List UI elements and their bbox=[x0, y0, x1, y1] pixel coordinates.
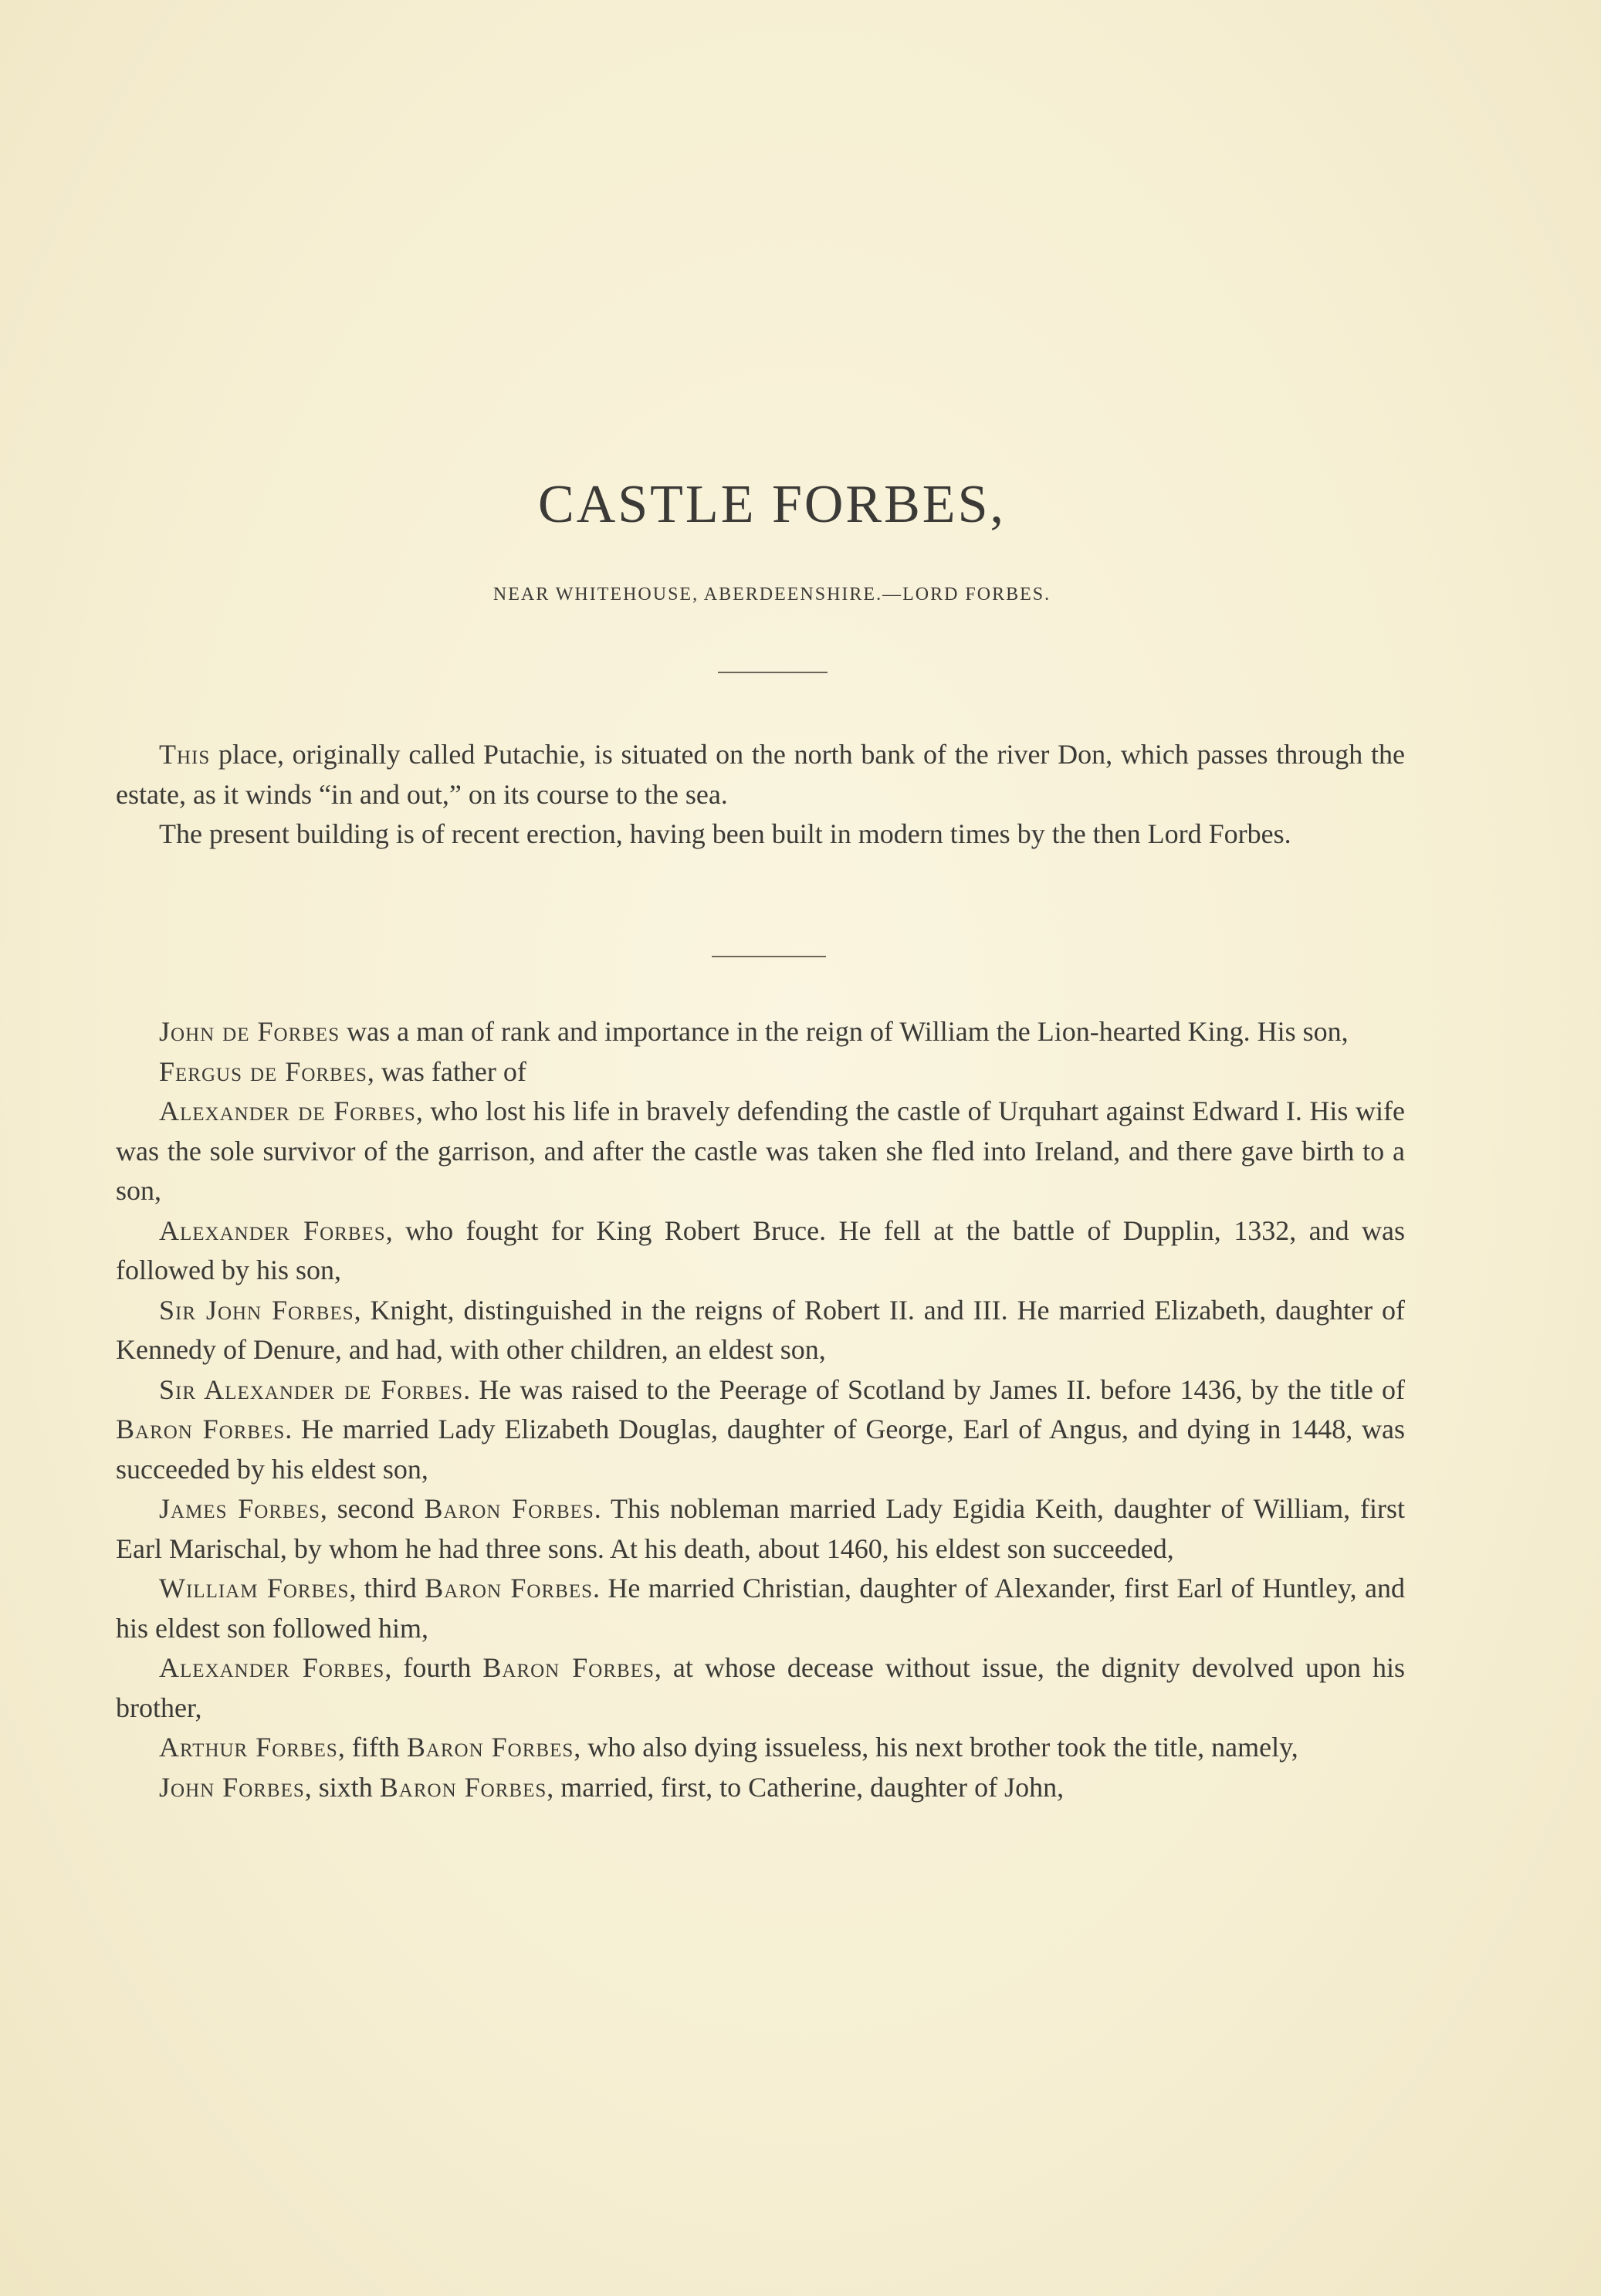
page-subtitle: NEAR WHITEHOUSE, ABERDEENSHIRE.—LORD FORBES. bbox=[492, 584, 1051, 604]
paragraph-text: , fifth bbox=[337, 1732, 407, 1763]
paragraph-text: . He was raised to the Peerage of Scotland by James II. before 1436, by the title of bbox=[463, 1373, 1406, 1405]
person-name: Sir Alexander de Forbes bbox=[159, 1373, 464, 1405]
paragraph-text: . He married Christian, daughter of Alexander, first Earl of Huntley, and his eldest son followed him, bbox=[116, 1573, 1406, 1644]
genealogy-paragraph bbox=[116, 1569, 1405, 1648]
paragraph-text: , third bbox=[349, 1573, 425, 1603]
person-name: Alexander Forbes bbox=[159, 1214, 386, 1246]
paragraph-text: . This nobleman married Lady Egidia Keith, daughter of William, first Earl Marischal, by whom he had three sons. At his death, about 1460, his eldest son succeeded, bbox=[116, 1493, 1405, 1564]
genealogy-paragraph bbox=[116, 1489, 1405, 1569]
paragraph-text: The present building is of recent erection, having been built in modern times by the then Lord Forbes. bbox=[159, 818, 1291, 849]
peerage-title: Baron Forbes bbox=[406, 1732, 574, 1763]
paragraph-text: was a man of rank and importance in the reign of William the Lion-hearted King. His son, bbox=[340, 1016, 1349, 1047]
peerage-title: Baron Forbes bbox=[482, 1652, 655, 1683]
genealogy-paragraph bbox=[116, 1728, 1405, 1768]
paragraph-text: , sixth bbox=[304, 1771, 380, 1803]
genealogy-paragraph bbox=[116, 1092, 1405, 1211]
divider-rule bbox=[712, 956, 826, 957]
genealogy-paragraph bbox=[116, 1012, 1405, 1052]
person-name: Fergus de Forbes bbox=[159, 1055, 367, 1087]
person-name: Alexander Forbes bbox=[159, 1652, 385, 1683]
paragraph-text: , who lost his life in bravely defending the castle of Urquhart against Edward I. His wife was the sole survivor of the garrison, and after the castle was taken she fled into Ireland, and there gave birth to a son, bbox=[116, 1096, 1405, 1206]
peerage-title: Baron Forbes bbox=[379, 1771, 547, 1803]
person-name: Sir John Forbes bbox=[159, 1294, 354, 1326]
person-name: John de Forbes bbox=[159, 1016, 340, 1047]
paragraph-text: , married, first, to Catherine, daughter of John, bbox=[547, 1771, 1065, 1803]
peerage-title: Baron Forbes bbox=[116, 1414, 286, 1444]
intro-paragraph bbox=[116, 814, 1405, 855]
paragraph-text: , who also dying issueless, his next brother took the title, namely, bbox=[574, 1732, 1298, 1763]
paragraph-lead: This bbox=[159, 739, 211, 770]
genealogy-paragraph bbox=[116, 1052, 1405, 1092]
genealogy-paragraph bbox=[116, 1370, 1405, 1490]
person-name: Alexander de Forbes bbox=[159, 1096, 416, 1126]
person-name: William Forbes bbox=[159, 1573, 350, 1603]
peerage-title: Baron Forbes bbox=[425, 1573, 594, 1603]
paragraph-text: , second bbox=[320, 1493, 425, 1524]
person-name: Arthur Forbes bbox=[159, 1732, 338, 1763]
paragraph-text: . He married Lady Elizabeth Douglas, daughter of George, Earl of Angus, and dying in 1448, was succeeded by his eldest son, bbox=[116, 1414, 1405, 1485]
paragraph-text: , Knight, distinguished in the reigns of Robert II. and III. He married Elizabeth, daughter of Kennedy of Denure, and had, with other children, an eldest son, bbox=[116, 1294, 1405, 1365]
intro-section bbox=[116, 735, 1405, 855]
page-title: CASTLE FORBES, bbox=[538, 475, 1006, 534]
genealogy-paragraph bbox=[116, 1648, 1405, 1728]
genealogy-paragraph bbox=[116, 1291, 1405, 1370]
person-name: James Forbes bbox=[159, 1493, 320, 1524]
paragraph-text: , was father of bbox=[367, 1055, 526, 1087]
intro-paragraph bbox=[116, 735, 1405, 814]
genealogy-paragraph bbox=[116, 1768, 1405, 1808]
paragraph-text: place, originally called Putachie, is situated on the north bank of the river Don, which passes through the estate, as it winds “in and out,” on its course to the sea. bbox=[116, 739, 1405, 810]
peerage-title: Baron Forbes bbox=[424, 1493, 594, 1524]
person-name: John Forbes bbox=[159, 1771, 305, 1803]
paragraph-text: , fourth bbox=[384, 1652, 483, 1683]
paragraph-text: , who fought for King Robert Bruce. He fell at the battle of Dupplin, 1332, and was followed by his son, bbox=[116, 1214, 1405, 1285]
divider-rule bbox=[718, 672, 828, 673]
genealogy-paragraph bbox=[116, 1211, 1405, 1291]
page bbox=[116, 0, 1405, 2296]
genealogy-section bbox=[116, 1012, 1405, 1807]
paragraph-text: , at whose decease without issue, the dignity devolved upon his brother, bbox=[116, 1652, 1405, 1723]
